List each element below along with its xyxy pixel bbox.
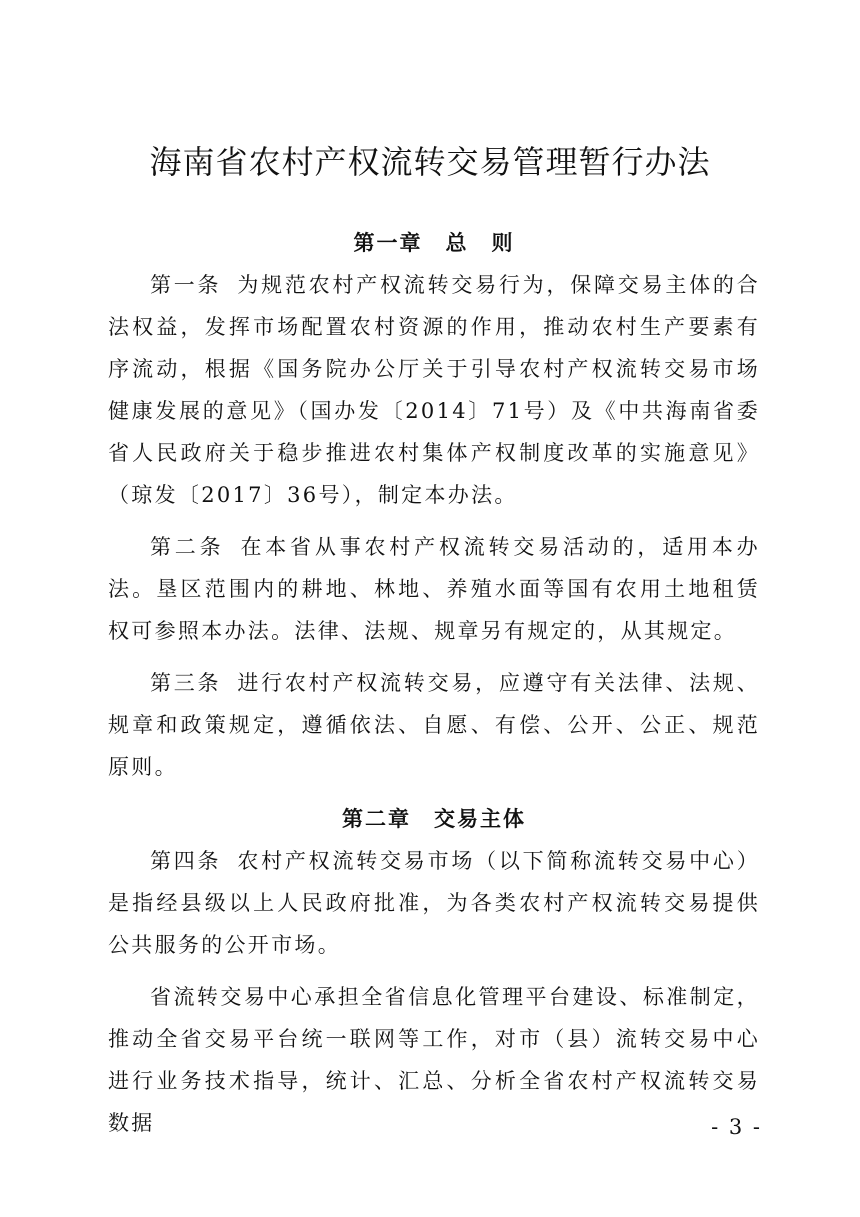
article-2 — [108, 526, 760, 652]
document-title: 海南省农村产权流转交易管理暂行办法 — [149, 143, 711, 181]
page-number: - 3 - — [711, 1115, 762, 1139]
paragraph-continuation: 省流转交易中心承担全省信息化管理平台建设、标准制定，推动全省交易平台统一联网等工作，对市（县）流转交易中心进行业务技术指导，统计、汇总、分析全省农村产权流转交易数据 — [108, 985, 760, 1135]
article-4 — [108, 840, 760, 966]
document-body — [108, 222, 760, 1154]
article-text: 在本省从事农村产权流转交易活动的，适用本办法。垦区范围内的耕地、林地、养殖水面等国有农用土地租赁权可参照本办法。法律、法规、规章另有规定的，从其规定。 — [108, 535, 760, 643]
article-1 — [108, 264, 760, 516]
article-number: 第三条 — [150, 671, 222, 695]
article-text: 为规范农村产权流转交易行为，保障交易主体的合法权益，发挥市场配置农村资源的作用，推动农村生产要素有序流动，根据《国务院办公厅关于引导农村产权流转交易市场健康发展的意见》（国办发〔2014〕71号）及《中共海南省委 省人民政府关于稳步推进农村集体产权制度改革的实施意见》（琼发〔2017〕36号），制定本办法。 — [108, 273, 760, 507]
article-text: 进行农村产权流转交易，应遵守有关法律、法规、规章和政策规定，遵循依法、自愿、有偿、公开、公正、规范原则。 — [108, 671, 760, 779]
article-3 — [108, 662, 760, 788]
chapter-heading-2: 第二章 交易主体 — [342, 807, 526, 831]
chapter-heading-1: 第一章 总 则 — [353, 231, 515, 255]
article-number: 第一条 — [150, 273, 222, 297]
article-number: 第四条 — [150, 849, 222, 873]
article-number: 第二条 — [150, 535, 225, 559]
article-text: 农村产权流转交易市场（以下简称流转交易中心）是指经县级以上人民政府批准，为各类农村产权流转交易提供公共服务的公开市场。 — [108, 849, 760, 957]
